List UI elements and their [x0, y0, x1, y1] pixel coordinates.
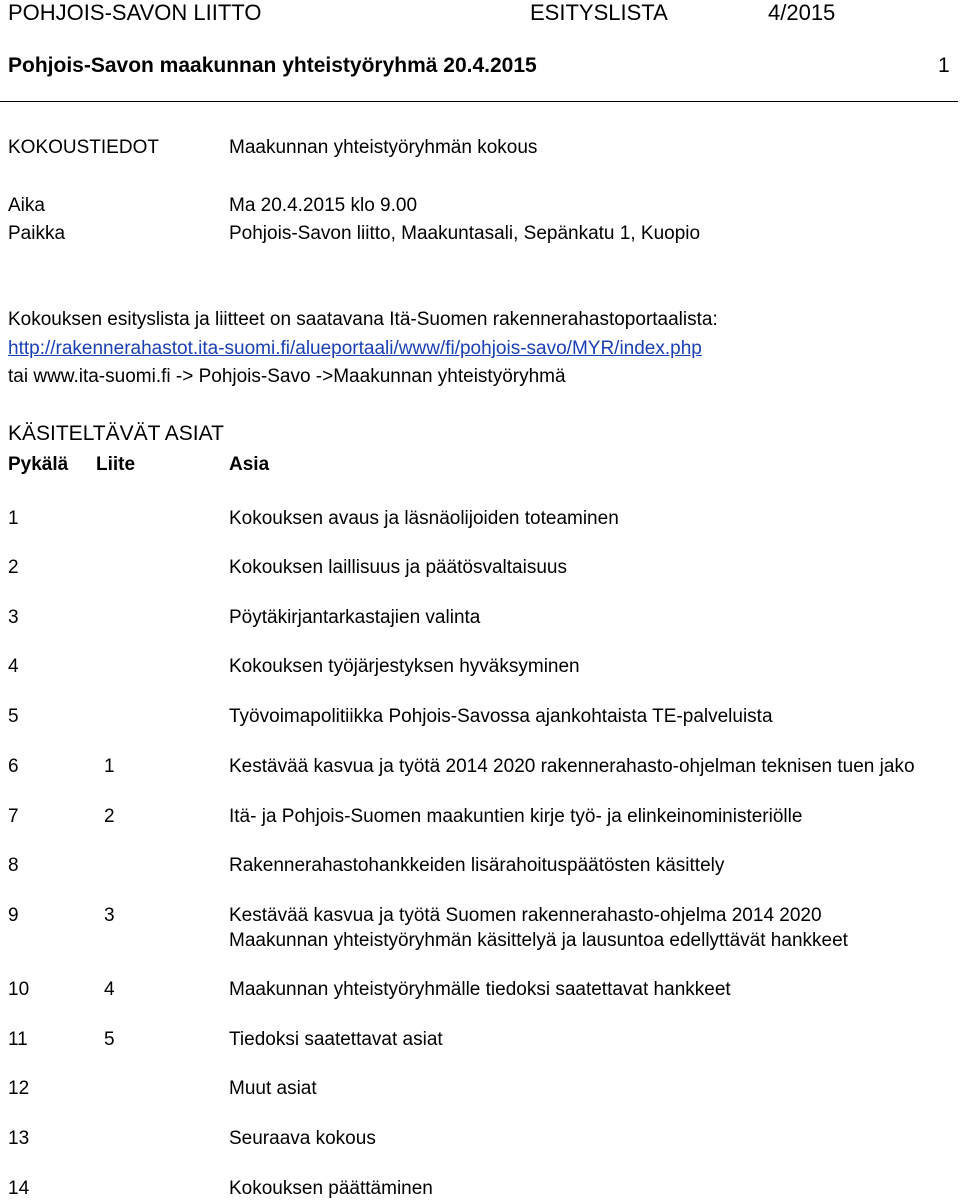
column-header-subject: Asia: [229, 454, 270, 475]
column-header-attachment: Liite: [96, 454, 136, 475]
page-number: 1: [938, 54, 950, 77]
agenda-title: KÄSITELTÄVÄT ASIAT: [8, 422, 224, 445]
item-subject: Itä- ja Pohjois-Suomen maakuntien kirje työ- ja elinkeinoministeriölle: [229, 806, 803, 827]
place-label: Paikka: [8, 223, 66, 244]
item-subject: Muut asiat: [229, 1078, 317, 1099]
item-subject: Työvoimapolitiikka Pohjois-Savossa ajankohtaista TE-palveluista: [229, 706, 773, 727]
item-number: 9: [8, 905, 19, 926]
availability-text: Kokouksen esityslista ja liitteet on saatavana Itä-Suomen rakennerahastoportaalista:: [8, 309, 718, 330]
item-number: 7: [8, 806, 19, 827]
time-label: Aika: [8, 195, 45, 216]
item-number: 12: [8, 1078, 30, 1099]
document-type: ESITYSLISTA: [530, 0, 668, 25]
time-value: Ma 20.4.2015 klo 9.00: [229, 195, 418, 216]
place-value: Pohjois-Savon liitto, Maakuntasali, Sepänkatu 1, Kuopio: [229, 223, 701, 244]
item-number: 10: [8, 979, 30, 1000]
item-subject: Kestävää kasvua ja työtä Suomen rakennerahasto-ohjelma 2014 2020: [229, 905, 822, 926]
meeting-info-label: KOKOUSTIEDOT: [8, 137, 159, 158]
item-number: 2: [8, 557, 19, 578]
item-number: 14: [8, 1178, 30, 1199]
item-number: 3: [8, 607, 19, 628]
item-number: 6: [8, 756, 19, 777]
item-attachment: 3: [104, 905, 115, 926]
item-subject: Kestävää kasvua ja työtä 2014 2020 rakennerahasto-ohjelman teknisen tuen jako: [229, 756, 915, 777]
item-number: 1: [8, 508, 19, 529]
item-subject: Kokouksen laillisuus ja päätösvaltaisuus: [229, 557, 567, 578]
item-number: 8: [8, 855, 19, 876]
item-subject: Seuraava kokous: [229, 1128, 376, 1149]
item-subject-continued: Maakunnan yhteistyöryhmän käsittelyä ja lausuntoa edellyttävät hankkeet: [229, 930, 848, 951]
portal-link[interactable]: http://rakennerahastot.ita-suomi.fi/alueportaali/www/fi/pohjois-savo/MYR/index.php: [8, 338, 702, 359]
header-divider: [0, 101, 958, 102]
item-subject: Kokouksen avaus ja läsnäolijoiden toteaminen: [229, 508, 619, 529]
organization-name: POHJOIS-SAVON LIITTO: [8, 0, 262, 25]
meeting-title: Pohjois-Savon maakunnan yhteistyöryhmä 20.4.2015: [8, 54, 537, 77]
document-number: 4/2015: [768, 0, 836, 25]
item-attachment: 4: [104, 979, 115, 1000]
item-subject: Kokouksen työjärjestyksen hyväksyminen: [229, 656, 580, 677]
item-number: 4: [8, 656, 19, 677]
item-subject: Kokouksen päättäminen: [229, 1178, 433, 1199]
meeting-info-value: Maakunnan yhteistyöryhmän kokous: [229, 137, 538, 158]
item-attachment: 1: [104, 756, 115, 777]
item-subject: Pöytäkirjantarkastajien valinta: [229, 607, 481, 628]
item-number: 11: [8, 1029, 28, 1050]
item-attachment: 2: [104, 806, 115, 827]
item-number: 13: [8, 1128, 30, 1149]
item-subject: Maakunnan yhteistyöryhmälle tiedoksi saatettavat hankkeet: [229, 979, 731, 1000]
alternative-path: tai www.ita-suomi.fi -> Pohjois-Savo ->Maakunnan yhteistyöryhmä: [8, 366, 566, 387]
item-subject: Tiedoksi saatettavat asiat: [229, 1029, 443, 1050]
item-number: 5: [8, 706, 19, 727]
item-subject: Rakennerahastohankkeiden lisärahoituspäätösten käsittely: [229, 855, 725, 876]
item-attachment: 5: [104, 1029, 115, 1050]
column-header-section: Pykälä: [8, 454, 69, 475]
